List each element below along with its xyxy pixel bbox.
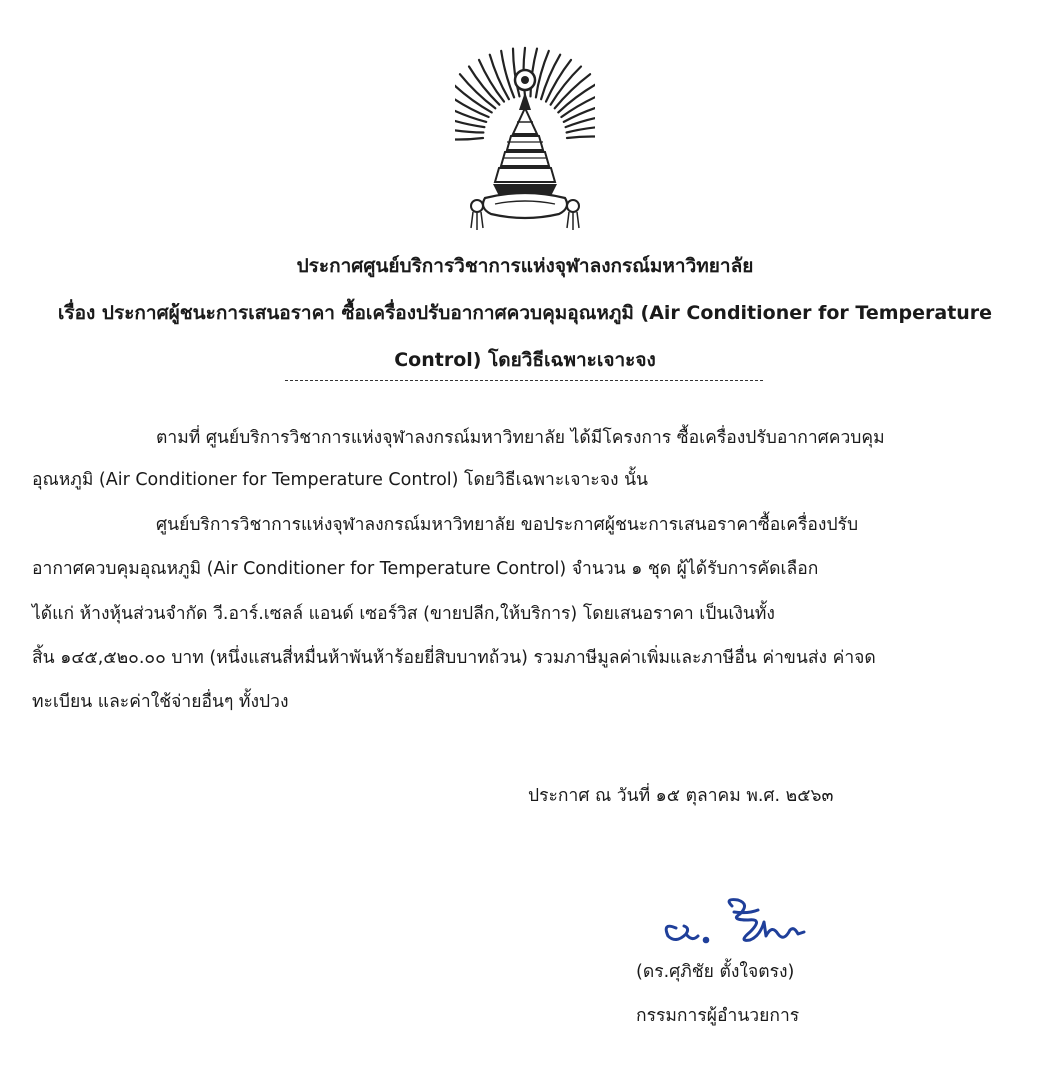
- announcement-date: ประกาศ ณ วันที่ ๑๕ ตุลาคม พ.ศ. ๒๕๖๓: [528, 786, 834, 806]
- title-line-3: Control) โดยวิธีเฉพาะเจาะจง: [394, 349, 656, 371]
- signature-mark: [654, 892, 834, 952]
- signatory-name: (ดร.ศุภิชัย ตั้งใจตรง): [636, 962, 795, 982]
- title-divider: [285, 380, 763, 381]
- paragraph-1-line-1: ตามที่ ศูนย์บริการวิชาการแห่งจุฬาลงกรณ์มหาวิทยาลัย ได้มีโครงการ ซื้อเครื่องปรับอากาศควบคุม: [156, 428, 885, 448]
- paragraph-1-line-2: อุณหภูมิ (Air Conditioner for Temperature Control) โดยวิธีเฉพาะเจาะจง นั้น: [32, 470, 648, 490]
- title-line-1: ประกาศศูนย์บริการวิชาการแห่งจุฬาลงกรณ์มหาวิทยาลัย: [296, 255, 754, 277]
- signatory-position: กรรมการผู้อำนวยการ: [636, 1006, 800, 1026]
- paragraph-2-line-4: สิ้น ๑๔๕,๕๒๐.๐๐ บาท (หนึ่งแสนสี่หมื่นห้าพันห้าร้อยยี่สิบบาทถ้วน) รวมภาษีมูลค่าเพิ่มและภาษีอื่น ค่าขนส่ง ค่าจด: [32, 648, 876, 668]
- paragraph-2-line-5: ทะเบียน และค่าใช้จ่ายอื่นๆ ทั้งปวง: [32, 692, 289, 712]
- title-line-2: เรื่อง ประกาศผู้ชนะการเสนอราคา ซื้อเครื่องปรับอากาศควบคุมอุณหภูมิ (Air Conditioner for Temperature: [57, 302, 993, 324]
- paragraph-2-line-2: อากาศควบคุมอุณหภูมิ (Air Conditioner for Temperature Control) จำนวน ๑ ชุด ผู้ได้รับการคัดเลือก: [32, 559, 819, 579]
- paragraph-2-line-3: ได้แก่ ห้างหุ้นส่วนจำกัด วี.อาร์.เซลล์ แอนด์ เซอร์วิส (ขายปลีก,ให้บริการ) โดยเสนอราคา เป็นเงินทั้ง: [32, 604, 775, 624]
- announcement-title: [20, 243, 1030, 384]
- university-emblem-icon: [455, 38, 595, 238]
- paragraph-2-line-1: ศูนย์บริการวิชาการแห่งจุฬาลงกรณ์มหาวิทยาลัย ขอประกาศผู้ชนะการเสนอราคาซื้อเครื่องปรับ: [156, 515, 859, 535]
